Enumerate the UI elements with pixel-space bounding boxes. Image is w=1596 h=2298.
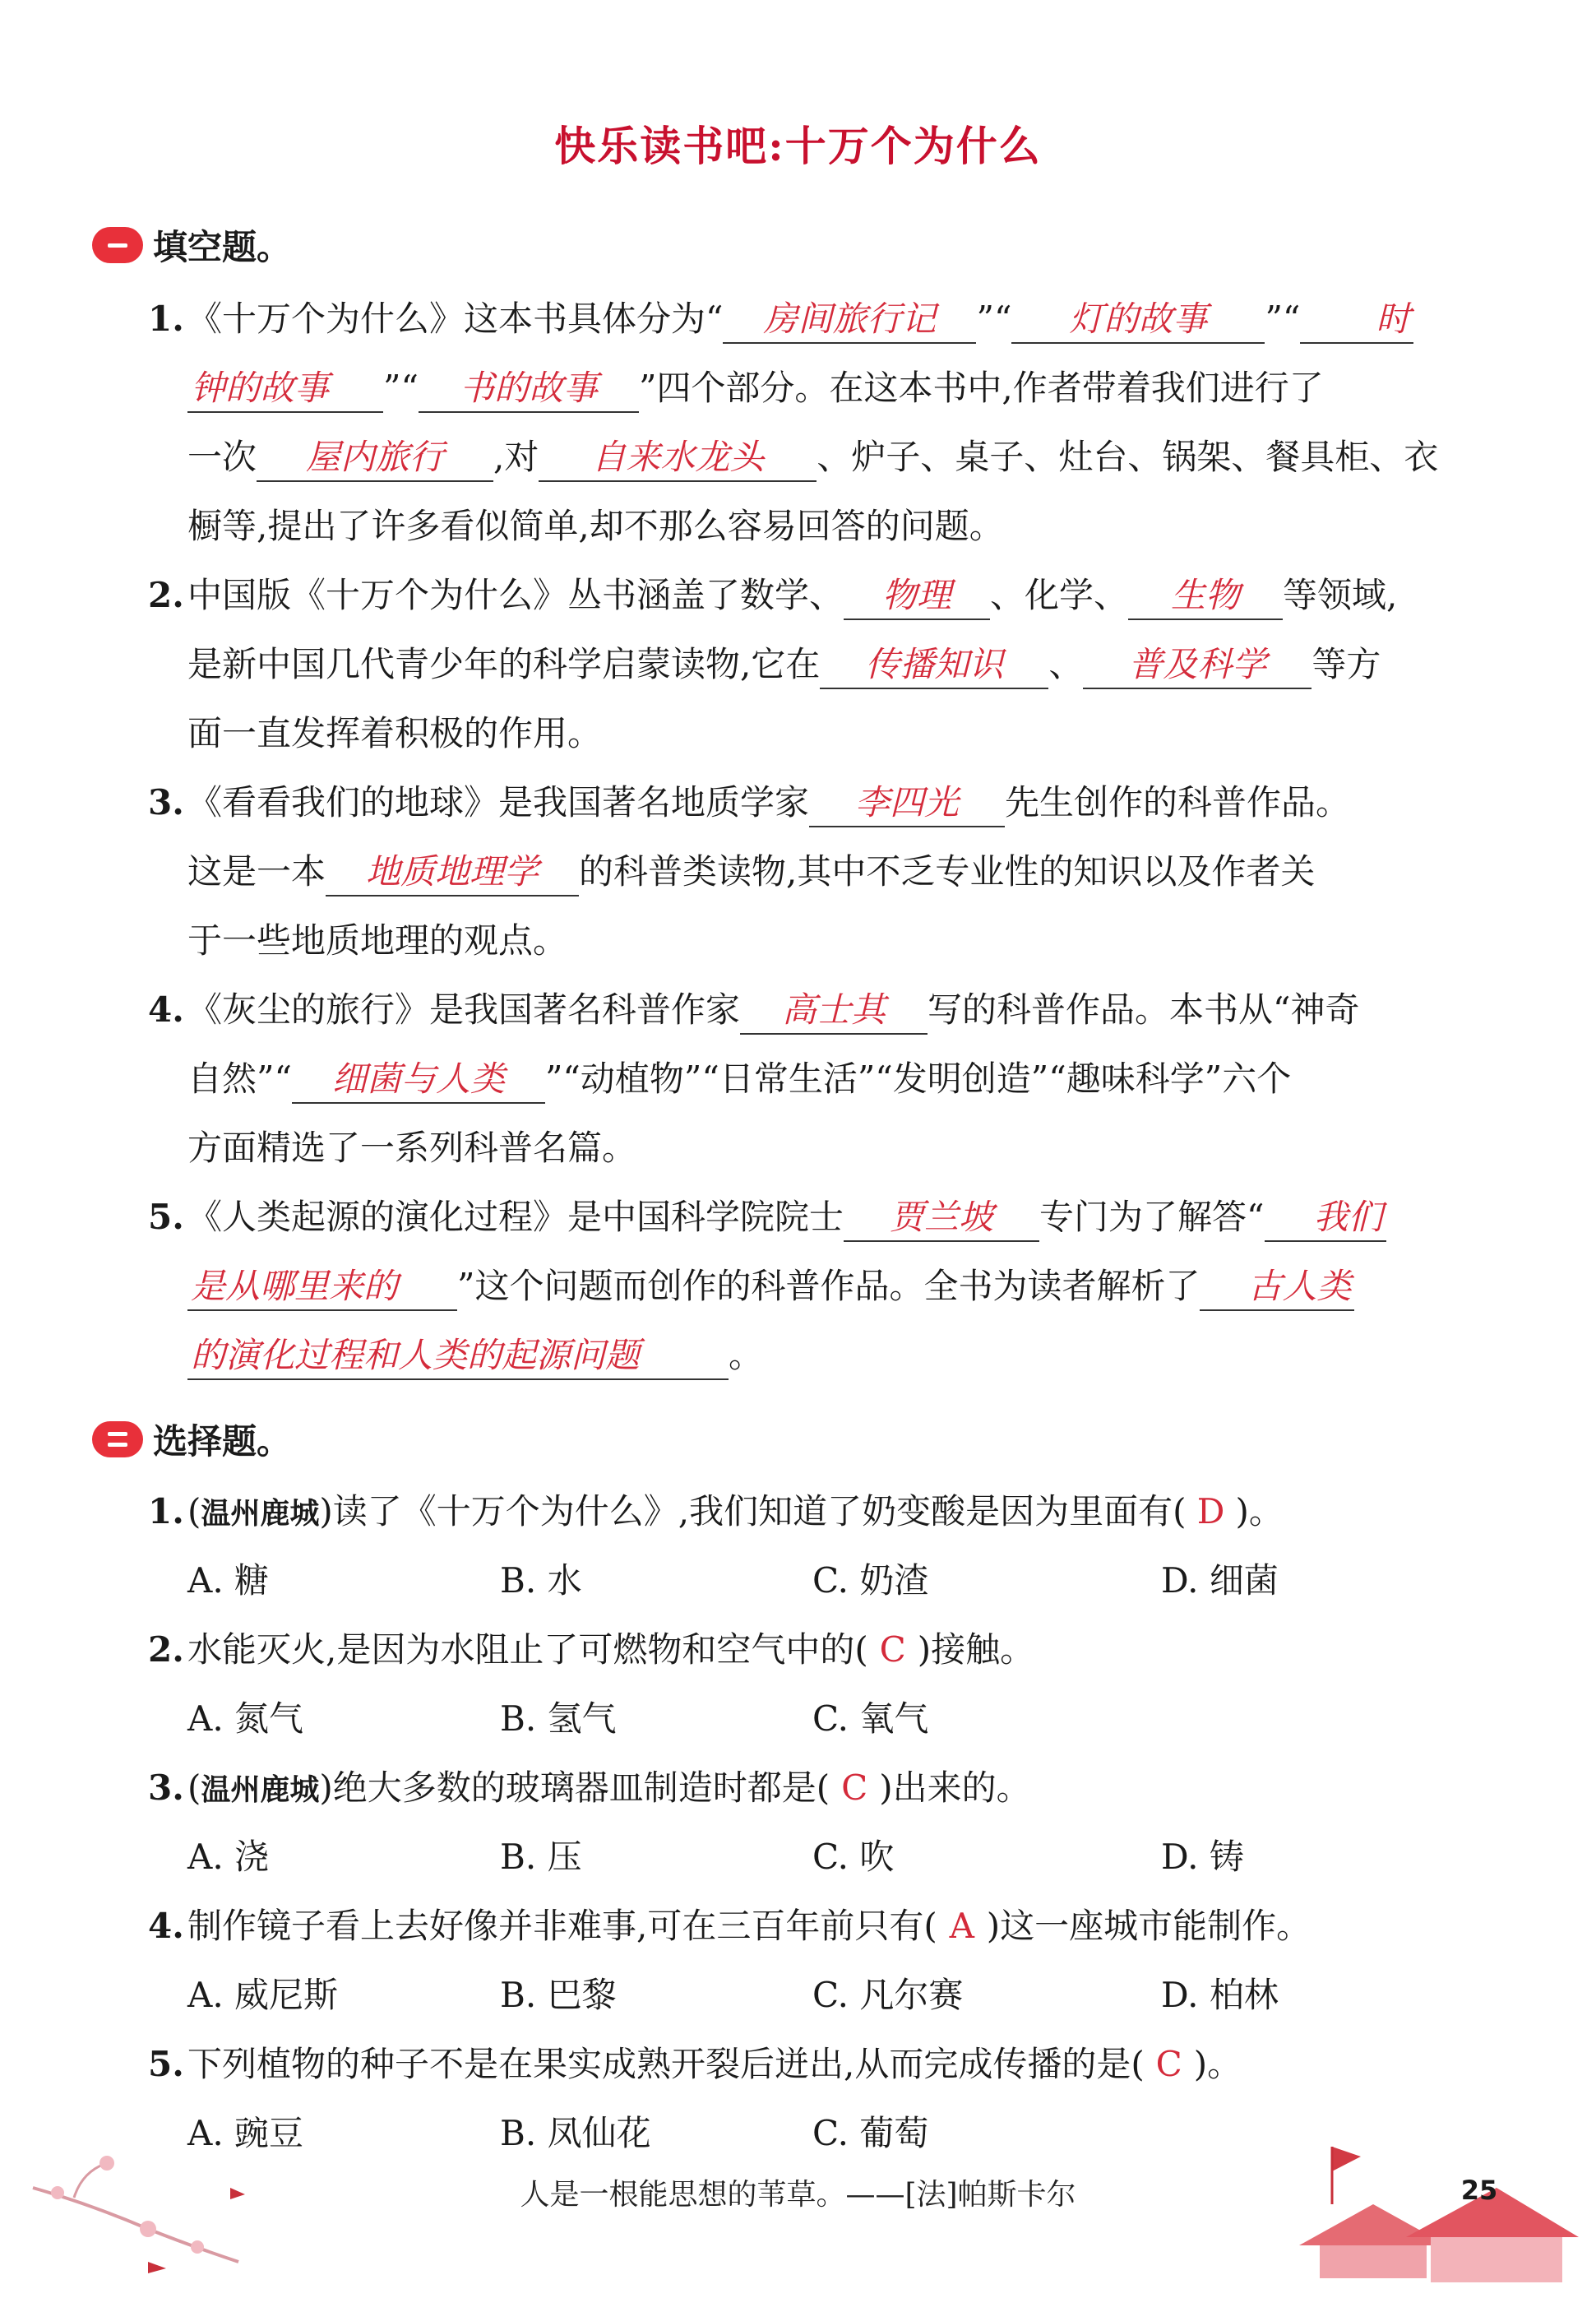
text: ”四个部分。在这本书中,作者带着我们进行了 [638,368,1324,408]
text: ”“ [1265,299,1301,339]
answer-blank: 地质地理学 [326,849,579,896]
option: B. 巴黎 [500,1975,617,2015]
text: ) [319,1491,333,1531]
text: )出来的。 [879,1768,1031,1808]
option: C. 凡尔赛 [812,1975,964,2015]
answer-blank: 传播知识 [820,642,1048,689]
fill-q5-line2 [187,1252,1354,1321]
text: 《十万个为什么》这本书具体分为“ [187,299,724,339]
answer-blank: 普及科学 [1083,642,1311,689]
answer-blank: 我们 [1265,1194,1386,1242]
answer-blank: 钟的故事 [187,365,383,413]
choice-q1-stem [187,1477,1284,1546]
text: 《人类起源的演化过程》是中国科学院院士 [187,1197,844,1237]
answer: A [949,1906,974,1946]
fill-q1-line2 [187,354,1324,423]
choice-q4-stem [187,1892,1311,1961]
section-multiple-choice [92,1413,291,1466]
option: B. 凤仙花 [500,2113,651,2153]
footer-quote: 人是一根能思想的苇草。——[法]帕斯卡尔 [520,2178,1076,2212]
text: ( [187,1491,201,1531]
section-one-badge [92,227,143,263]
text: ”“动植物”“日常生活”“发明创造”“趣味科学”六个 [544,1059,1292,1099]
choice-q5-stem [187,2030,1242,2099]
option: D. 柏林 [1161,1975,1279,2015]
text: ,对 [493,437,539,477]
fill-q2-line1 [187,561,1397,630]
option: A. 威尼斯 [187,1975,339,2015]
answer-blank: 书的故事 [419,365,639,413]
option: A. 糖 [187,1560,270,1601]
question-number: 4. [148,989,184,1030]
option: A. 豌豆 [187,2113,304,2153]
text: 写的科普作品。本书从“神奇 [928,989,1360,1030]
text: )这一座城市能制作。 [986,1906,1311,1946]
choice-q2-stem [187,1615,1034,1684]
answer-blank: 屋内旅行 [257,434,493,482]
option: C. 奶渣 [812,1560,929,1601]
question-number: 5. [148,1197,184,1237]
text: )。 [1193,2044,1242,2084]
fill-q1-line3 [187,423,1438,492]
text: 绝大多数的玻璃器皿制造时都是( [332,1768,830,1808]
answer-blank: 生物 [1128,572,1283,620]
answer: C [879,1629,906,1670]
answer-blank: 灯的故事 [1011,296,1265,344]
answer-blank: 古人类 [1200,1263,1354,1311]
text: 一次 [187,437,257,477]
answer-blank: 房间旅行记 [723,296,976,344]
fill-q2-line3: 面一直发挥着积极的作用。 [187,713,603,753]
question-number: 2. [148,1629,184,1670]
answer-blank: 的演化过程和人类的起源问题 [187,1332,729,1380]
answer-blank: 时 [1300,296,1413,344]
text: )。 [1235,1491,1284,1531]
text: 《看看我们的地球》是我国著名地质学家 [187,782,810,822]
option: D. 细菌 [1161,1560,1279,1601]
question-number: 1. [148,1491,184,1531]
section-label: 填空题。 [153,227,292,267]
text: 、炉子、桌子、灶台、锅架、餐具柜、衣 [817,437,1439,477]
pavilion-decoration [1283,2138,1579,2295]
text: 先生创作的科普作品。 [1005,782,1351,822]
text: 专门为了解答“ [1039,1197,1265,1237]
answer-blank: 是从哪里来的 [187,1263,457,1311]
choice-q3-stem [187,1754,1031,1823]
text: ”这个问题而创作的科普作品。全书为读者解析了 [457,1266,1200,1306]
text: 。 [729,1335,764,1375]
text: 《灰尘的旅行》是我国著名科普作家 [187,989,741,1030]
question-number: 3. [148,1768,184,1808]
fill-q3-line1 [187,768,1350,837]
text: 、化学、 [990,575,1129,615]
fill-q3-line2 [187,837,1315,906]
text: 、 [1048,644,1084,684]
text: 是新中国几代青少年的科学启蒙读物,它在 [187,644,821,684]
answer: D [1196,1491,1225,1531]
text: 自然”“ [187,1059,292,1099]
page-number: 25 [1460,2175,1498,2206]
fill-q2-line2 [187,630,1381,699]
fill-q5-line3 [187,1321,763,1390]
option: A. 浇 [187,1837,270,1877]
text: 制作镜子看上去好像并非难事,可在三百年前只有( [187,1906,937,1946]
question-number: 1. [148,299,184,339]
page-title: 快乐读书吧:十万个为什么 [554,122,1042,170]
option: D. 铸 [1161,1837,1244,1877]
option: A. 氮气 [187,1698,304,1739]
fill-q1-line1 [187,285,1413,354]
text: ”“ [383,368,419,408]
question-number: 4. [148,1906,184,1946]
text: 读了《十万个为什么》,我们知道了奶变酸是因为里面有( [332,1491,1187,1531]
answer-blank: 自来水龙头 [539,434,817,482]
text: 下列植物的种子不是在果实成熟开裂后迸出,从而完成传播的是( [187,2044,1145,2084]
fill-q4-line2 [187,1045,1291,1114]
section-two-badge [92,1421,143,1457]
answer: C [1155,2044,1182,2084]
text: ( [187,1768,201,1808]
option: C. 氧气 [812,1698,929,1739]
question-number: 2. [148,575,184,615]
answer-blank: 贾兰坡 [844,1194,1039,1242]
fill-q4-line1 [187,975,1360,1045]
text: 等领域, [1283,575,1398,615]
answer-blank: 物理 [844,572,990,620]
answer-blank: 李四光 [809,780,1005,827]
region-tag: 温州鹿城 [201,1772,320,1807]
option: C. 吹 [812,1837,895,1877]
option: C. 葡萄 [812,2113,929,2153]
fill-q1-line4: 橱等,提出了许多看似简单,却不那么容易回答的问题。 [187,506,1004,546]
option: B. 氢气 [500,1698,617,1739]
text: 等方 [1311,644,1381,684]
option: B. 压 [500,1837,582,1877]
region-tag: 温州鹿城 [201,1496,320,1531]
option: B. 水 [500,1560,582,1601]
text: ”“ [976,299,1012,339]
section-label: 选择题。 [153,1421,292,1462]
text: 水能灭火,是因为水阻止了可燃物和空气中的( [187,1629,868,1670]
answer-blank: 细菌与人类 [292,1056,545,1104]
fill-q3-line3: 于一些地质地理的观点。 [187,920,568,961]
answer-blank: 高士其 [740,987,928,1035]
fill-q5-line1 [187,1183,1386,1252]
answer: C [841,1768,868,1808]
text: ) [319,1768,333,1808]
question-number: 3. [148,782,184,822]
text: 的科普类读物,其中不乏专业性的知识以及作者关 [579,851,1316,892]
question-number: 5. [148,2044,184,2084]
text: 这是一本 [187,851,326,892]
text: )接触。 [917,1629,1035,1670]
section-fill-in [92,219,291,271]
text: 中国版《十万个为什么》丛书涵盖了数学、 [187,575,844,615]
fill-q4-line3: 方面精选了一系列科普名篇。 [187,1128,637,1168]
